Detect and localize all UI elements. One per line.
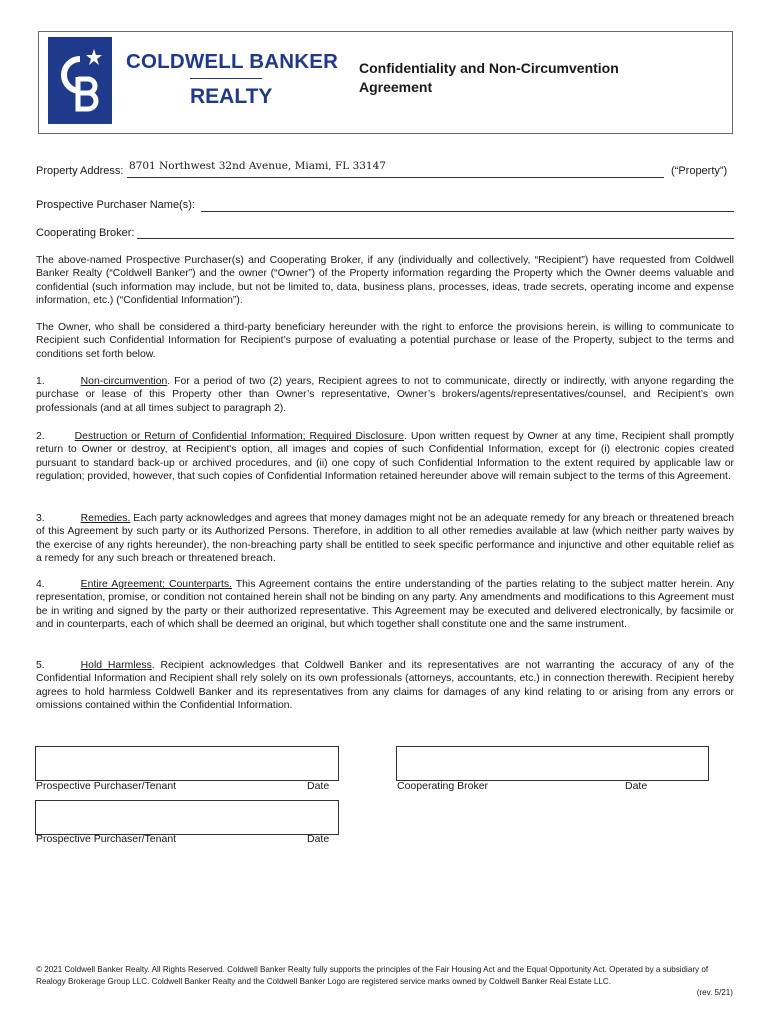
purchaser-signature-box-2[interactable]: [35, 800, 339, 835]
intro-paragraph-2: The Owner, who shall be considered a third-party beneficiary hereunder with the right to enforce the provisions herein, is willing to communicate to Recipient such Confidential Information for Recipient’s purpose of evaluating a potential purchase or lease of the Property, subject to the terms and conditions set forth below.: [36, 322, 734, 360]
brand-divider: [190, 78, 262, 79]
document-title: Confidentiality and Non-Circumvention Agreement: [359, 60, 619, 95]
date-label-3: Date: [307, 833, 330, 845]
purchaser-signature-label-1: Prospective Purchaser/Tenant: [36, 780, 177, 792]
cb-monogram-icon: [48, 37, 112, 124]
section-text: . Recipient acknowledges that Coldwell Banker and its representatives are not warranting the accuracy of any of the Confidential Information and Recipient shall rely solely on its own professionals (attorneys, accountants, etc.) in connection therewith. Recipient hereby agrees to hold harmless Coldwell Banker and its representatives from any claims for damages of any kind relating to or arising from any errors or omissions contained within the Confidential Information.: [36, 660, 734, 711]
broker-signature-box[interactable]: [396, 746, 709, 781]
section-3: [36, 512, 734, 565]
footer-revision: (rev. 5/21): [696, 988, 733, 997]
property-address-label: Property Address:: [36, 165, 124, 177]
section-text: . Upon written request by Owner at any time, Recipient shall promptly return to Owner or destroy, at Recipient's option, all images and copies of such Confidential Information, except for (i) electronic copies created pursuant to standard back-up or archived procedures, and (ii) one copy of such Confidential Information to the extent required by applicable law or regulation; provided, however, that such copies of Confidential Information retained hereunder above will remain subject to the terms of this Agreement.: [36, 431, 734, 482]
coldwell-banker-logo: [48, 37, 112, 124]
date-label-1: Date: [307, 780, 330, 792]
section-number: 2.: [36, 431, 45, 442]
section-5: [36, 659, 734, 712]
section-text: . For a period of two (2) years, Recipient agrees to not to communicate, directly or indirectly, with anyone regarding the purchase or lease of this Property other than Owner’s representative, Owner’s brokers/agents/representatives/counsel, and Recipient’s own professionals (and at all times subject to paragraph 2).: [36, 376, 734, 414]
section-number: 4.: [36, 579, 45, 590]
property-address-value[interactable]: 8701 Northwest 32nd Avenue, Miami, FL 33147: [129, 160, 386, 172]
section-2: [36, 430, 734, 483]
section-number: 1.: [36, 376, 45, 387]
section-1: [36, 375, 734, 415]
brand-name: COLDWELL BANKER: [126, 50, 339, 73]
purchaser-signature-label-2: Prospective Purchaser/Tenant: [36, 833, 177, 845]
brand-subname: REALTY: [190, 85, 273, 108]
section-text: Each party acknowledges and agrees that money damages might not be an adequate remedy for any breach or threatened breach of this Agreement by such party or its Authorized Persons. Therefore, in addition to all other remedies available at law (which neither party waives by the exercise of any rights hereunder), the non-breaching party shall be entitled to seek specific performance and injunctive and other equitable relief as a remedy for any such breach or threatened breach.: [36, 513, 734, 564]
section-number: 3.: [36, 513, 45, 524]
section-number: 5.: [36, 660, 45, 671]
section-heading: Remedies.: [80, 513, 131, 524]
purchaser-signature-box-1[interactable]: [35, 746, 339, 781]
property-suffix: (“Property”): [671, 165, 728, 177]
date-label-2: Date: [625, 780, 648, 792]
section-text: This Agreement contains the entire understanding of the parties relating to the subject matter herein. Any representation, promise, or condition not contained herein shall not be binding on any party. Any amendments and modifications to this Agreement must be in writing and signed by the party or their authorized representative. This Agreement may be executed and delivered electronically, by facsimile or and in counterparts, each of which shall be deemed an original, but which together shall constitute one and the same instrument.: [36, 579, 735, 630]
purchaser-names-line[interactable]: [201, 211, 734, 212]
section-heading: Destruction or Return of Confidential Information; Required Disclosure: [74, 431, 405, 442]
section-heading: Hold Harmless: [80, 660, 152, 671]
purchaser-names-label: Prospective Purchaser Name(s):: [36, 199, 195, 211]
section-heading: Non-circumvention: [80, 376, 168, 387]
intro-paragraph-1: The above-named Prospective Purchaser(s) and Cooperating Broker, if any (individually and collectively, “Recipient”) have requested from Coldwell Banker Realty (“Coldwell Banker”) and the owner (“Owner”) of the Property information regarding the Property which the Owner deems valuable and confidential (such information may include, but not be limited to, data, business plans, processes, ideas, trade secrets, operating income and expense information, etc.) (“Confidential Information”).: [36, 255, 734, 306]
property-address-line[interactable]: [127, 177, 664, 178]
cooperating-broker-label: Cooperating Broker:: [36, 227, 135, 239]
broker-signature-label: Cooperating Broker: [397, 780, 489, 792]
footer-copyright: © 2021 Coldwell Banker Realty. All Rights Reserved. Coldwell Banker Realty fully supports the principles of the Fair Housing Act and the Equal Opportunity Act. Operated by a subsidiary of Realogy Brokerage Group LLC. Coldwell Banker Realty and the Coldwell Banker Logo are registered service marks owned by Coldwell Banker Real Estate LLC.: [36, 965, 709, 986]
section-4: [36, 578, 734, 631]
cooperating-broker-line[interactable]: [137, 238, 734, 239]
section-heading: Entire Agreement; Counterparts.: [80, 579, 232, 590]
